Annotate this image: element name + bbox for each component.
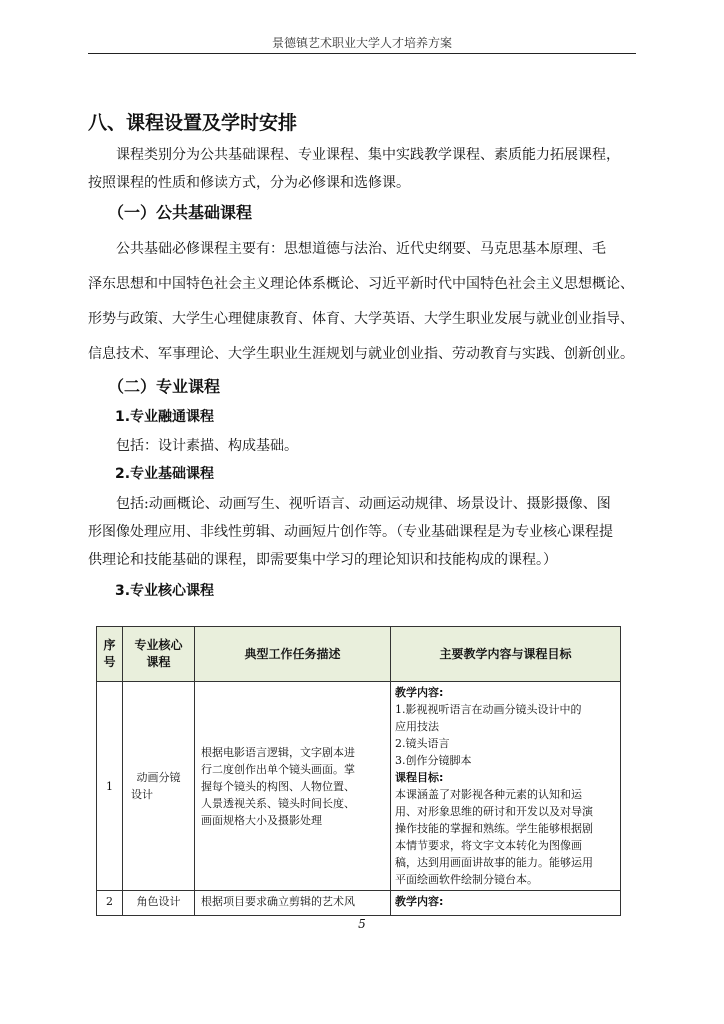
goal-line: 稿，达到用画面讲故事的能力。能够运用 — [395, 856, 593, 869]
header-no-line1: 序 — [103, 638, 116, 652]
goal-line: 本情节要求，将文字文本转化为图像画 — [395, 839, 582, 852]
basic-courses-paragraph — [88, 490, 636, 574]
intro-line: 课程类别分为公共基础课程、专业课程、集中实践教学课程、素质能力拓展课程， — [116, 147, 620, 163]
goal-line: 操作技能的掌握和熟练。学生能够根据剧 — [395, 822, 593, 835]
goal-line: 平面绘画软件绘制分镜台本。 — [395, 873, 538, 886]
subsection-title-major: （二）专业课程 — [108, 377, 221, 396]
content-and-goals — [391, 891, 621, 916]
fusion-courses-title: 1.专业融通课程 — [115, 409, 215, 425]
content-and-goals — [391, 682, 621, 891]
content-line: 1.影视视听语言在动画分镜头设计中的 — [395, 703, 582, 716]
basic-line: 形图像处理应用、非线性剪辑、动画短片创作等。（专业基础课程是为专业核心课程提 — [88, 524, 613, 540]
table-row — [97, 682, 621, 891]
header-course-name — [123, 627, 195, 682]
goal-line: 本课涵盖了对影视各种元素的认知和运 — [395, 788, 582, 801]
section-title-course-setup: 八、课程设置及学时安排 — [88, 112, 298, 134]
intro-line: 按照课程的性质和修读方式，分为必修课和选修课。 — [88, 175, 410, 191]
content-label: 教学内容: — [395, 686, 444, 699]
basic-line: 包括:动画概论、动画写生、视听语言、动画运动规律、场景设计、摄影摄像、图 — [116, 496, 611, 512]
task-line: 握每个镜头的构图、人物位置、 — [201, 779, 355, 793]
task-line: 根据电影语言逻辑，文字剧本进 — [201, 745, 355, 759]
basic-courses-title: 2.专业基础课程 — [115, 466, 215, 482]
table-header-row — [97, 627, 621, 682]
course-name-line1: 动画分镜 — [136, 771, 181, 784]
public-line: 公共基础必修课程主要有：思想道德与法治、近代史纲要、马克思基本原理、毛 — [116, 241, 606, 257]
task-description: 根据项目要求确立剪辑的艺术风 — [195, 891, 391, 916]
course-name — [123, 682, 195, 891]
header-name-line1: 专业核心 — [134, 638, 183, 652]
table-row — [97, 891, 621, 916]
core-courses-table — [96, 626, 621, 916]
task-line: 画面规格大小及摄影处理 — [201, 813, 322, 827]
content-line: 2.镜头语言 — [395, 737, 450, 750]
header-name-line2: 课程 — [146, 655, 171, 669]
goal-line: 用、对形象思维的研讨和开发以及对导演 — [395, 805, 593, 818]
task-description — [195, 682, 391, 891]
task-line: 人景透视关系、镜头时间长度、 — [201, 796, 355, 810]
fusion-courses-text — [88, 434, 636, 458]
task-line: 行二度创作出单个镜头画面。掌 — [201, 762, 355, 776]
section-intro — [88, 141, 636, 197]
basic-line: 供理论和技能基础的课程，即需要集中学习的理论知识和技能构成的课程。） — [88, 552, 557, 568]
page-number: 5 — [358, 917, 366, 931]
header-no — [97, 627, 123, 682]
content-label: 教学内容: — [395, 895, 444, 908]
header-no-line2: 号 — [103, 655, 116, 669]
public-line: 泽东思想和中国特色社会主义理论体系概论、习近平新时代中国特色社会主义思想概论、 — [88, 276, 634, 292]
public-line: 形势与政策、大学生心理健康教育、体育、大学英语、大学生职业发展与就业创业指导、 — [88, 311, 634, 327]
row-number: 2 — [97, 891, 123, 916]
row-number: 1 — [97, 682, 123, 891]
public-line: 信息技术、军事理论、大学生职业生涯规划与就业创业指、劳动教育与实践、创新创业。 — [88, 346, 634, 362]
content-line: 应用技法 — [395, 720, 439, 733]
header-divider — [88, 53, 636, 54]
header-content: 主要教学内容与课程目标 — [391, 627, 621, 682]
header-task: 典型工作任务描述 — [195, 627, 391, 682]
page-header-title: 景德镇艺术职业大学人才培养方案 — [271, 36, 452, 50]
content-line: 3.创作分镜脚本 — [395, 754, 472, 767]
course-name-line2: 设计 — [131, 788, 153, 801]
fusion-line: 包括：设计素描、构成基础。 — [116, 438, 298, 454]
course-name: 角色设计 — [123, 891, 195, 916]
goal-label: 课程目标: — [395, 771, 444, 784]
core-courses-title: 3.专业核心课程 — [115, 583, 215, 599]
subsection-title-public: （一）公共基础课程 — [108, 203, 253, 222]
public-courses-paragraph — [88, 232, 636, 372]
